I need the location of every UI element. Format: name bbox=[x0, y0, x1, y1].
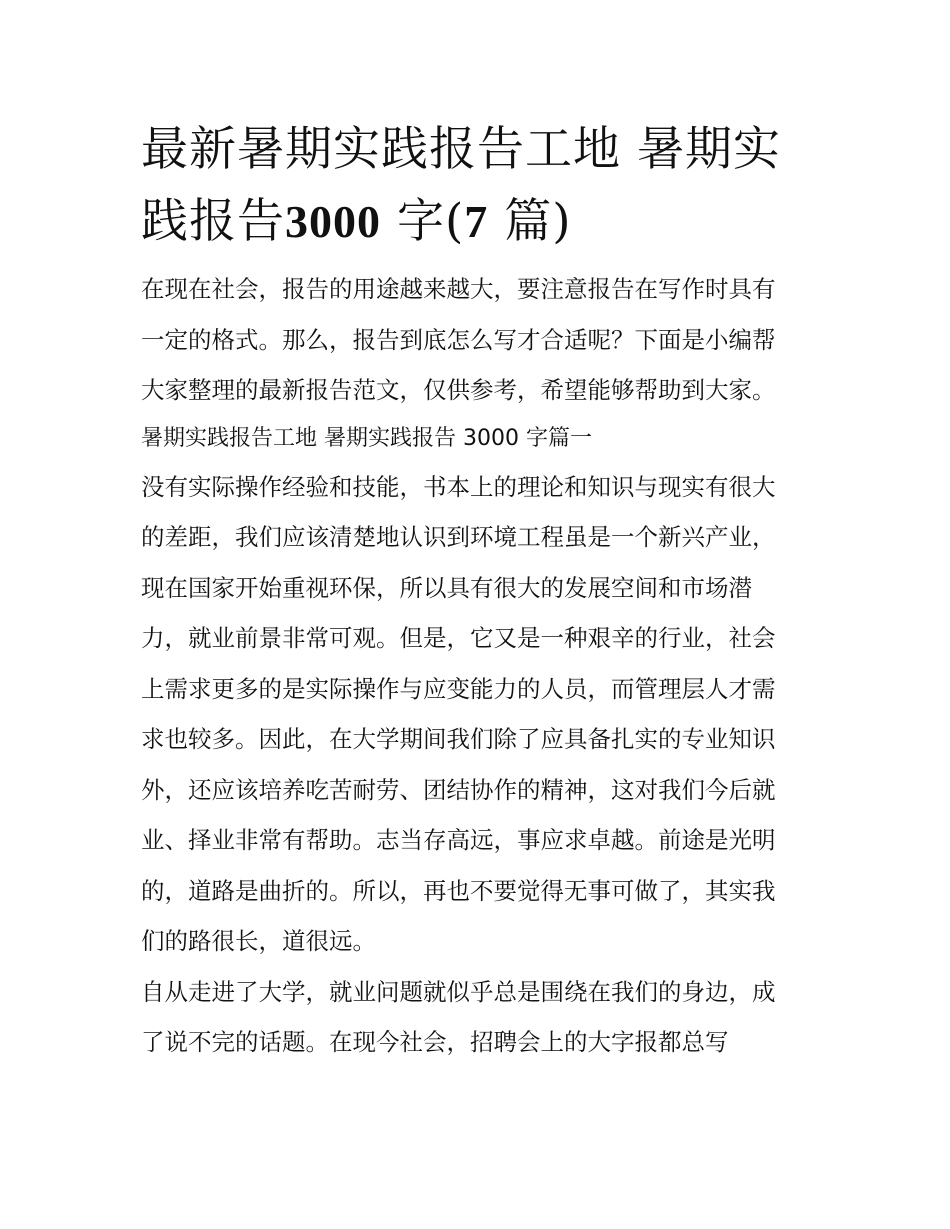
paragraph-line: 们的路很长，道很远。 bbox=[141, 927, 376, 955]
section-heading: 暑期实践报告工地 暑期实践报告 3000 字篇一 bbox=[141, 425, 592, 451]
title-line-2 bbox=[141, 186, 816, 258]
body-paragraph-1 bbox=[141, 462, 816, 967]
paragraph-line: 了说不完的话题。在现今社会，招聘会上的大字报都总写 bbox=[141, 1028, 729, 1056]
intro-line: 大家整理的最新报告范文，仅供参考，希望能够帮助到大家。 bbox=[141, 376, 776, 404]
paragraph-line: 业、择业非常有帮助。志当存高远，事应求卓越。前途是光明 bbox=[141, 826, 776, 854]
title-article-count: 7 bbox=[464, 196, 489, 247]
title-word-count: 3000 bbox=[285, 196, 381, 247]
paragraph-line: 上需求更多的是实际操作与应变能力的人员，而管理层人才需 bbox=[141, 674, 776, 703]
document-content bbox=[141, 114, 816, 1068]
title-line-2-prefix: 践报告 bbox=[141, 194, 285, 249]
paragraph-line: 求也较多。因此，在大学期间我们除了应具备扎实的专业知识 bbox=[141, 725, 776, 753]
paragraph-line: 没有实际操作经验和技能，书本上的理论和知识与现实有很大 bbox=[141, 472, 776, 501]
document-title bbox=[141, 114, 816, 258]
paragraph-line: 外，还应该培养吃苦耐劳、团结协作的精神，这对我们今后就 bbox=[141, 775, 776, 804]
intro-line: 在现在社会，报告的用途越来越大，要注意报告在写作时具有 bbox=[141, 275, 776, 303]
title-line-1: 最新暑期实践报告工地 暑期实 bbox=[141, 122, 781, 177]
paragraph-line: 现在国家开始重视环保，所以具有很大的发展空间和市场潜 bbox=[141, 573, 752, 602]
paragraph-line: 的，道路是曲折的。所以，再也不要觉得无事可做了，其实我 bbox=[141, 876, 776, 905]
intro-line: 一定的格式。那么，报告到底怎么写才合适呢？下面是小编帮 bbox=[141, 325, 776, 354]
body-paragraph-2 bbox=[141, 967, 816, 1068]
paragraph-line: 力，就业前景非常可观。但是，它又是一种艰辛的行业，社会 bbox=[141, 624, 776, 652]
paragraph-line: 的差距，我们应该清楚地认识到环境工程虽是一个新兴产业， bbox=[141, 523, 776, 551]
paragraph-line: 自从走进了大学，就业问题就似乎总是围绕在我们的身边，成 bbox=[141, 977, 776, 1006]
title-line-2-middle: 字( bbox=[396, 194, 465, 249]
intro-paragraph bbox=[141, 264, 816, 416]
title-line-2-suffix: 篇) bbox=[504, 194, 572, 249]
